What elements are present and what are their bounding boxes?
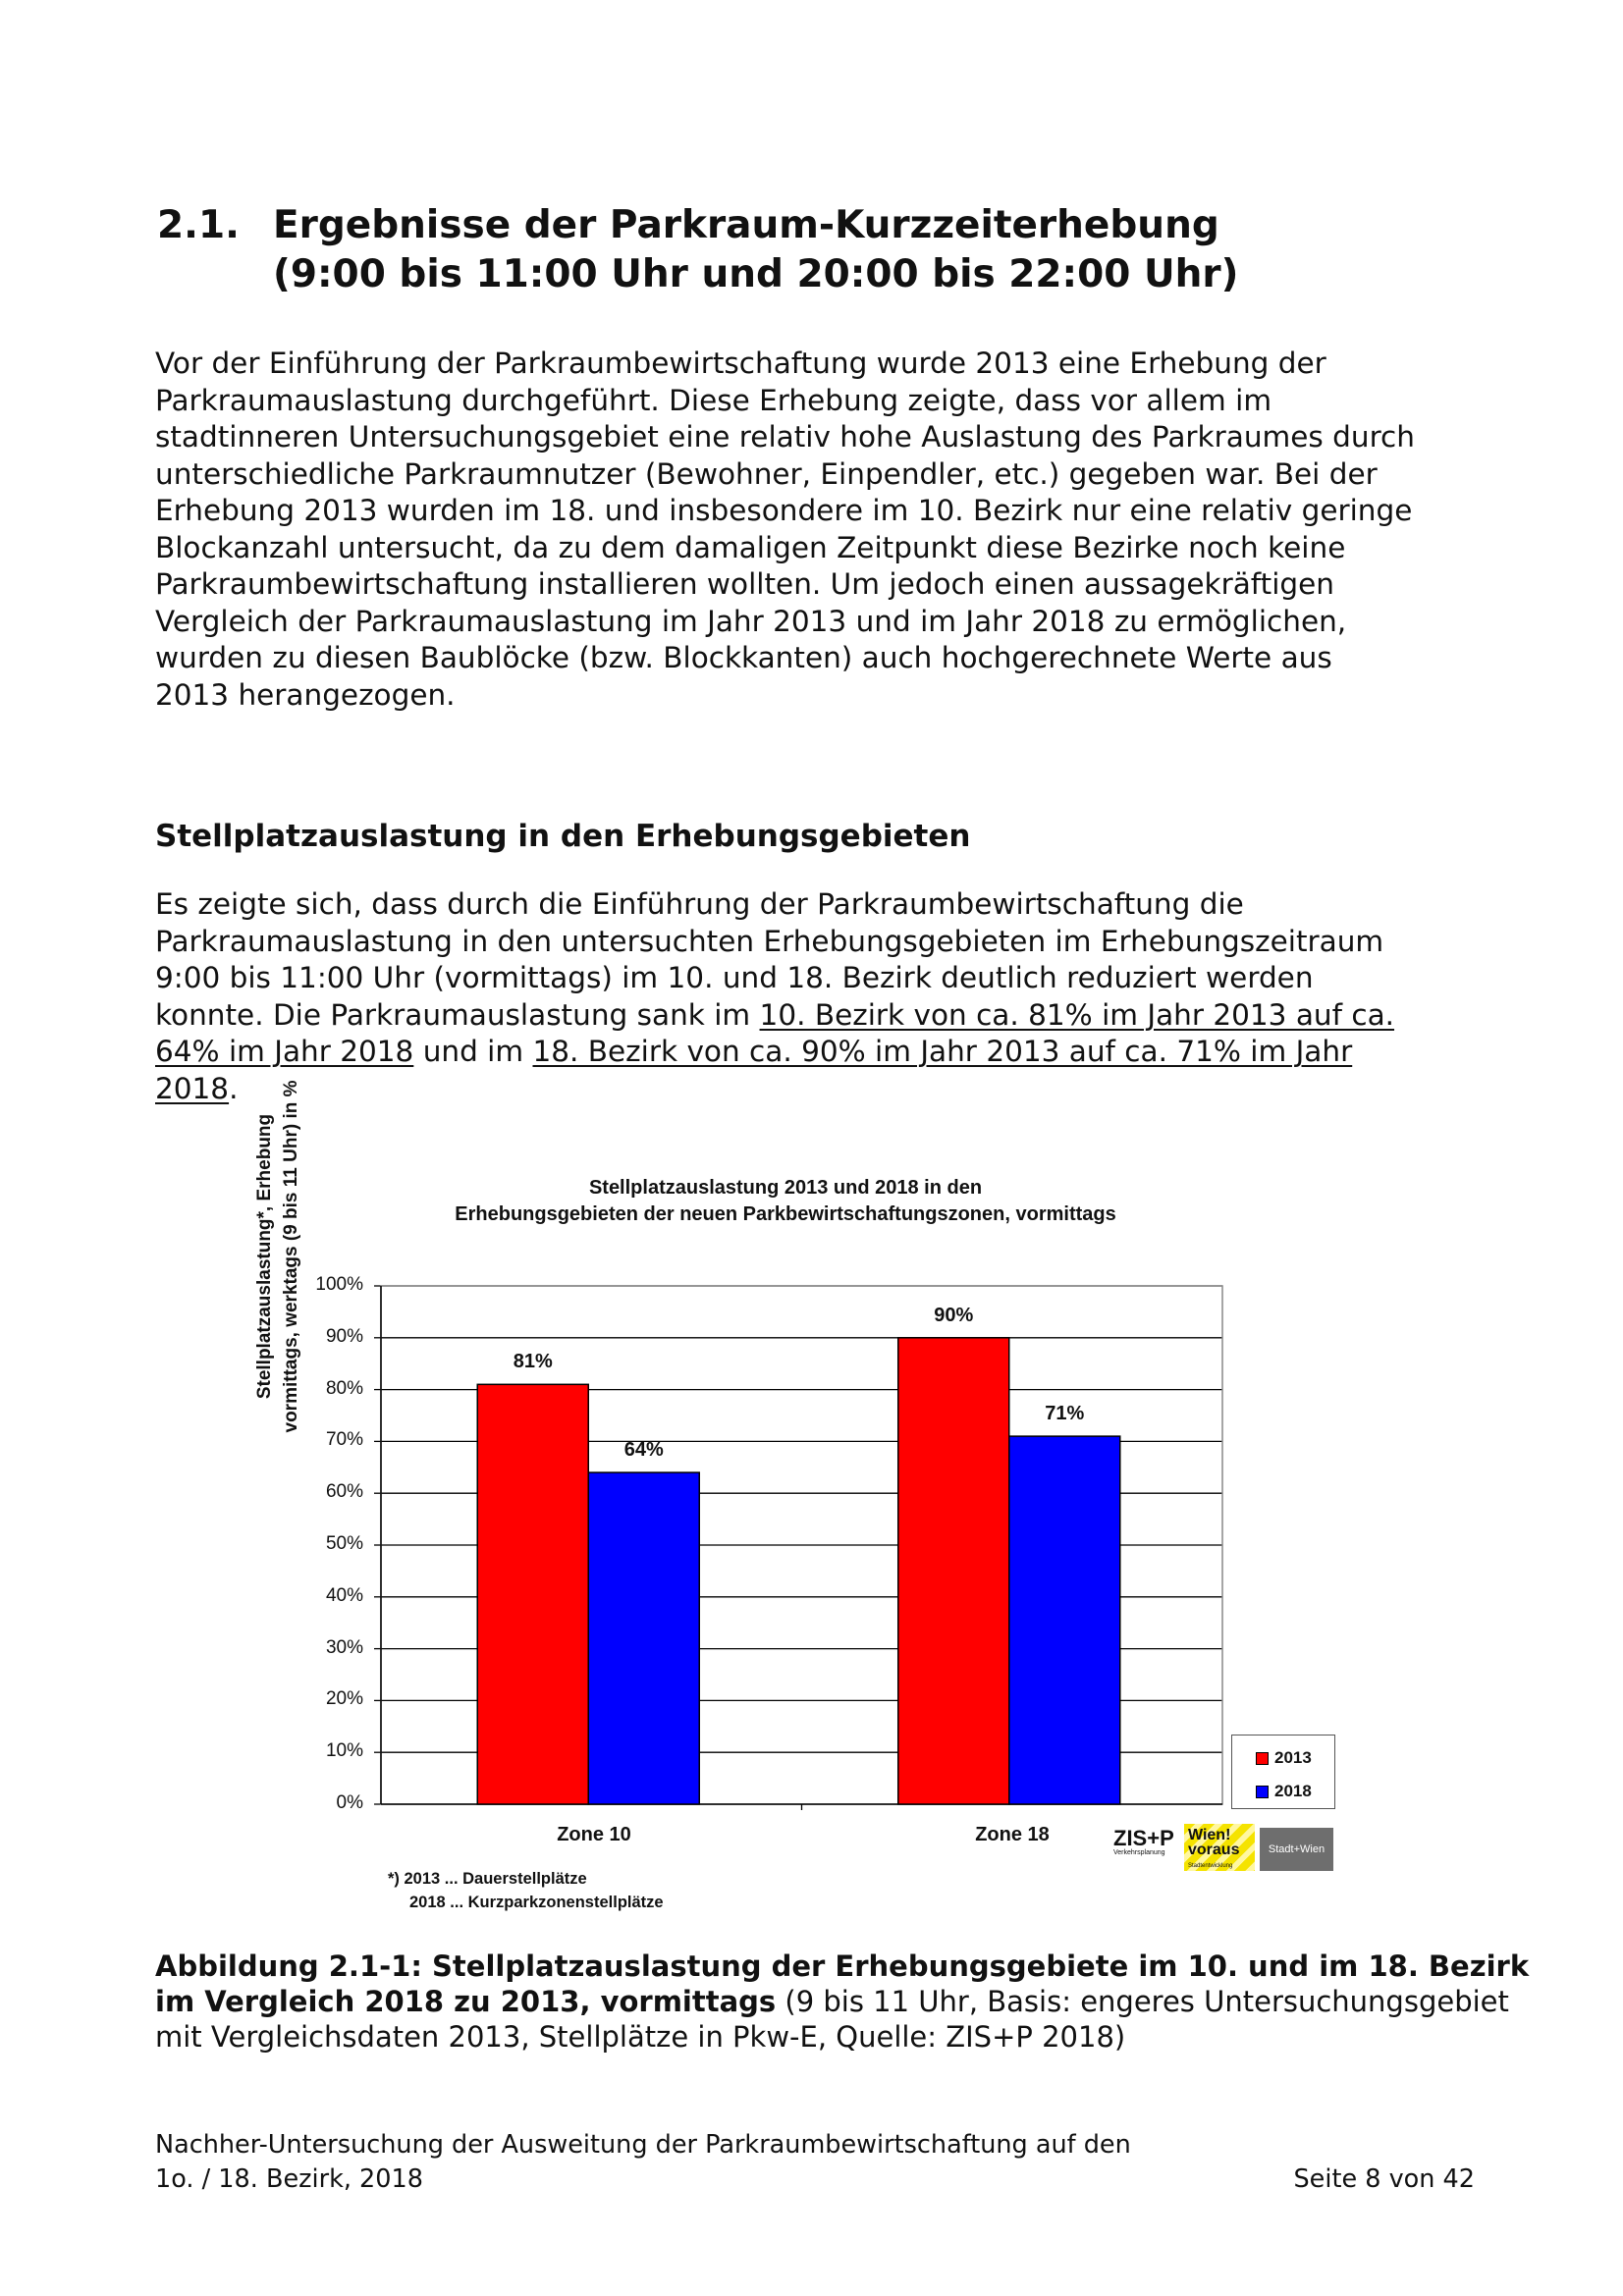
chart-title-line2: Erhebungsgebieten der neuen Parkbewirtschaftungszonen, vormittags [455, 1203, 1116, 1225]
intro-line: stadtinneren Untersuchungsgebiet eine relativ hohe Auslastung des Parkraumes durch [155, 420, 1415, 454]
legend-label-2013: 2013 [1274, 1748, 1312, 1767]
bar-zone10-2018 [588, 1472, 699, 1804]
footnote-line1: *) 2013 ... Dauerstellplätze [388, 1870, 587, 1888]
page-footer [155, 2128, 1131, 2197]
figure-caption [155, 1949, 1530, 2055]
wien-logo-line1: Wien! [1188, 1827, 1231, 1843]
wien-logo-line2: voraus [1188, 1842, 1240, 1858]
zis-logo-text: ZIS+P [1113, 1826, 1174, 1850]
results-line: Parkraumauslastung in den untersuchten Erhebungsgebieten im Erhebungszeitraum [155, 924, 1384, 958]
category-label-zone10: Zone 10 [557, 1824, 631, 1845]
intro-line: Erhebung 2013 wurden im 18. und insbesondere im 10. Bezirk nur eine relativ geringe [155, 494, 1413, 527]
subheading: Stellplatzauslastung in den Erhebungsgebieten [155, 819, 971, 854]
y-tick-label: 60% [325, 1481, 363, 1503]
y-tick-label: 50% [325, 1533, 363, 1554]
zis-logo-subtext: Verkehrsplanung [1113, 1849, 1165, 1856]
results-line: Es zeigte sich, dass durch die Einführung der Parkraumbewirtschaftung die [155, 887, 1244, 921]
legend-swatch-2018 [1256, 1786, 1269, 1798]
footnote-line2: 2018 ... Kurzparkzonenstellplätze [409, 1894, 664, 1911]
y-tick-label: 30% [325, 1636, 363, 1658]
intro-line: Parkraumbewirtschaftung installieren wollten. Um jedoch einen aussagekräftigen [155, 567, 1335, 601]
caption-line [155, 1984, 1510, 2019]
category-label-zone18: Zone 18 [975, 1824, 1050, 1845]
wien-voraus-logo [1184, 1824, 1255, 1871]
intro-line: 2013 herangezogen. [155, 677, 456, 712]
intro-line: Vergleich der Parkraumauslastung im Jahr 2013 und im Jahr 2018 zu ermöglichen, [155, 604, 1347, 638]
results-highlight-18b: 2018 [155, 1071, 230, 1105]
results-highlight-10: 10. Bezirk von ca. 81% im Jahr 2013 auf ca. [759, 997, 1395, 1032]
data-label-zone10-2013: 81% [513, 1351, 553, 1373]
section-number: 2.1. [157, 203, 240, 247]
intro-line: unterschiedliche Parkraumnutzer (Bewohner, Einpendler, etc.) gegeben war. Bei der [155, 456, 1378, 491]
chart-footnote [388, 1867, 664, 1914]
y-tick-label: 0% [336, 1792, 363, 1813]
y-tick-label: 70% [325, 1429, 363, 1451]
caption-bold-2: im Vergleich 2018 zu 2013, vormittags [155, 1985, 777, 2018]
section-title-line1: Ergebnisse der Parkraum-Kurzzeiterhebung [273, 203, 1219, 247]
y-tick-label: 40% [325, 1584, 363, 1606]
results-text: . [229, 1071, 239, 1105]
intro-line: Vor der Einführung der Parkraumbewirtschaftung wurde 2013 eine Erhebung der [155, 347, 1326, 380]
intro-line: wurden zu diesen Baublöcke (bzw. Blockkanten) auch hochgerechnete Werte aus [155, 641, 1332, 674]
intro-line: Parkraumauslastung durchgeführt. Diese Erhebung zeigte, dass vor allem im [155, 383, 1272, 417]
section-title-line2: (9:00 bis 11:00 Uhr und 20:00 bis 22:00 Uhr) [273, 252, 1239, 296]
caption-line [155, 1949, 1530, 1984]
results-text: und im [413, 1035, 533, 1068]
data-label-zone10-2018: 64% [623, 1439, 664, 1462]
stadt-wien-logo: Stadt+Wien [1260, 1828, 1333, 1871]
intro-line: Blockanzahl untersucht, da zu dem damaligen Zeitpunkt diese Bezirke noch keine [155, 530, 1346, 564]
legend-item-2018 [1256, 1782, 1312, 1801]
y-tick-label: 100% [315, 1274, 363, 1295]
y-axis-label-line1: Stellplatzauslastung*, Erhebung [254, 1113, 275, 1400]
data-label-zone18-2018: 71% [1045, 1403, 1085, 1425]
caption-line-3: mit Vergleichsdaten 2013, Stellplätze in Pkw-E, Quelle: ZIS+P 2018) [155, 2020, 1126, 2054]
y-tick-label: 80% [325, 1377, 363, 1399]
footer-line2: 1o. / 18. Bezirk, 2018 [155, 2164, 423, 2194]
y-axis-label-line2: vormittags, werktags (9 bis 11 Uhr) in % [281, 1080, 301, 1433]
bar-zone18-2018 [1009, 1436, 1120, 1804]
legend-swatch-2013 [1256, 1752, 1269, 1765]
results-line: 9:00 bis 11:00 Uhr (vormittags) im 10. und 18. Bezirk deutlich reduziert werden [155, 961, 1314, 994]
y-tick-label: 20% [325, 1688, 363, 1710]
bar-zone10-2013 [477, 1384, 588, 1804]
y-tick-label: 90% [325, 1325, 363, 1347]
results-text: konnte. Die Parkraumauslastung sank im [155, 997, 760, 1032]
results-highlight-10b: 64% im Jahr 2018 [155, 1035, 414, 1068]
chart-legend [1231, 1735, 1335, 1809]
y-tick-label: 10% [325, 1740, 363, 1762]
page-number: Seite 8 von 42 [1293, 2164, 1475, 2194]
wien-logo-subtext: Stadtentwicklung [1188, 1863, 1233, 1869]
zis-logo [1113, 1828, 1174, 1857]
legend-label-2018: 2018 [1274, 1782, 1312, 1800]
chart-title-line1: Stellplatzauslastung 2013 und 2018 in den [588, 1177, 983, 1199]
data-label-zone18-2013: 90% [934, 1304, 974, 1326]
legend-item-2013 [1256, 1748, 1312, 1768]
bar-zone18-2013 [898, 1338, 1009, 1804]
caption-normal-2: (9 bis 11 Uhr, Basis: engeres Untersuchungsgebiet [776, 1985, 1509, 2018]
caption-bold-1: Abbildung 2.1-1: Stellplatzauslastung der Erhebungsgebiete im 10. und im 18. Bezirk [155, 1949, 1530, 1983]
footer-line1: Nachher-Untersuchung der Ausweitung der Parkraumbewirtschaftung auf den [155, 2130, 1131, 2160]
results-highlight-18: 18. Bezirk von ca. 90% im Jahr 2013 auf ca. 71% im Jahr [532, 1035, 1353, 1068]
